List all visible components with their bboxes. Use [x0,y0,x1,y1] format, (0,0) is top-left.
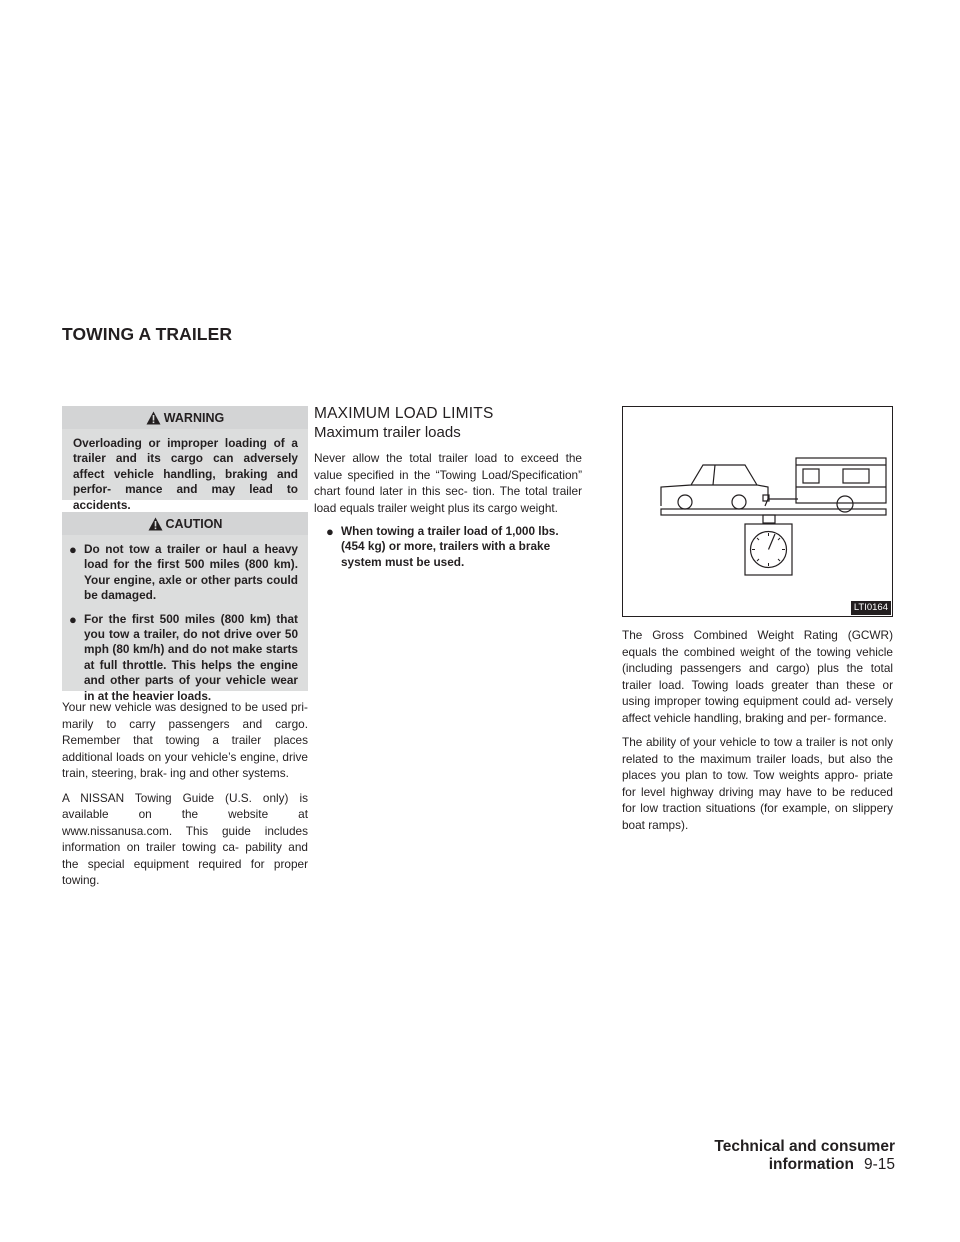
page-footer [612,1138,895,1174]
warning-triangle-icon [148,517,163,531]
caution-box [62,512,308,703]
subsection-heading: Maximum trailer loads [314,424,461,441]
right-column [622,627,893,841]
warning-box [62,406,308,512]
chapter-title: Technical and consumer information [714,1138,895,1173]
bullet-item: ● When towing a trailer load of 1,000 lbs. (454 kg) or more, trailers with a brake system must be used. [326,524,559,569]
bullet-dot-icon: ● [69,542,77,557]
caution-item: ● Do not tow a trailer or haul a heavy load for the first 500 miles (800 km). Your engine, axle or other parts could be damaged. [69,542,298,603]
caution-header [62,512,308,535]
section-heading: MAXIMUM LOAD LIMITS [314,405,494,422]
left-column [62,406,308,897]
section-title: TOWING A TRAILER [62,324,233,344]
body-paragraph: The Gross Combined Weight Rating (GCWR) equals the combined weight of the towing vehicle (including passengers and cargo) plus the total trailer load. Towing loads greater than these or using improper towing equipment could ad- versely affect vehicle handling, braking and per- formance. [622,628,893,725]
bullet-dot-icon: ● [326,524,334,539]
middle-column [314,405,582,570]
car-trailer-scale-drawing [623,407,892,616]
body-paragraph: A NISSAN Towing Guide (U.S. only) is available on the website at www.nissanusa.com. This guide includes information on trailer towing ca- pability and the special equipment required for proper towing. [62,790,308,887]
body-paragraph: The ability of your vehicle to tow a trailer is not only related to the maximum trailer loads, but also the places you plan to tow. Tow weights appro- priate for level highway driving may have to be reduced for low traction situations (for example, on slippery boat ramps). [622,735,893,832]
page-number: 9-15 [863,1156,895,1173]
bullet-dot-icon: ● [69,611,77,627]
caution-item: ● For the first 500 miles (800 km) that you tow a trailer, do not drive over 50 mph (80 km/h) and do not make starts at full throttle. This helps the engine and other parts of your vehicle wear in at the heavier loads. [69,611,298,703]
warning-header [62,406,308,429]
body-paragraph: Never allow the total trailer load to exceed the value specified in the “Towing Load/Specification” chart found later in this sec- tion. The total trailer load equals trailer weight plus its cargo weight. [314,451,582,515]
towing-illustration [622,406,893,617]
body-paragraph: Your new vehicle was designed to be used pri- marily to carry passengers and cargo. Remember that towing a trailer places additional loads on your vehicle’s engine, drive train, steering, brak- ing and other systems. [62,700,308,780]
caution-heading: CAUTION [165,516,223,531]
warning-heading: WARNING [163,410,225,425]
figure-label: LTI0164 [851,601,891,615]
warning-triangle-icon [146,411,161,425]
warning-text: Overloading or improper loading of a trailer and its cargo can adversely affect vehicle handling, braking and perfor- mance and may lead to accidents. [73,436,298,512]
